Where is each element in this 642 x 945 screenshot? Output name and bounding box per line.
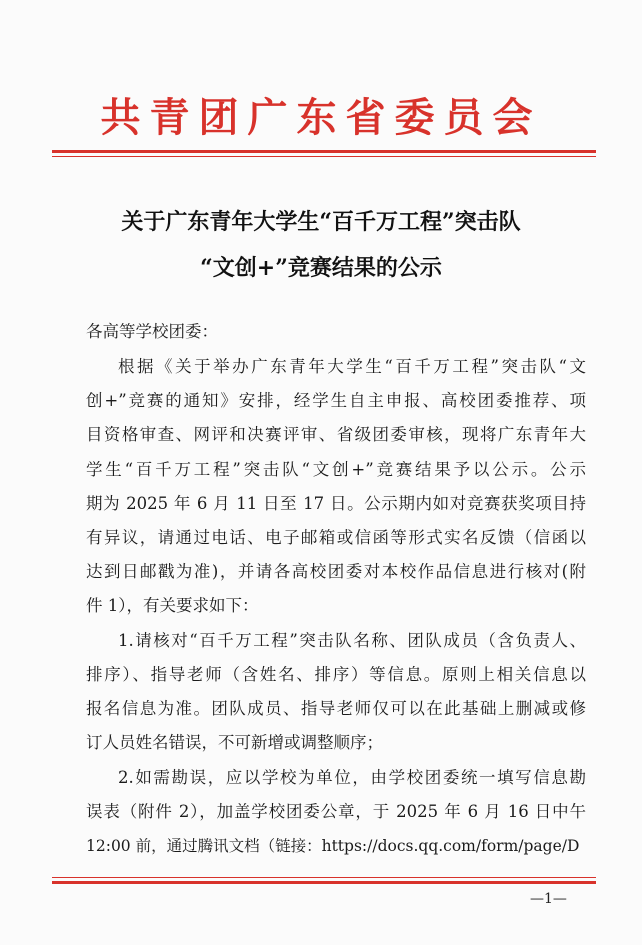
requirement-item-1-line: 1.请核对“百千万工程”突击队名称、团队成员（含负责人、 bbox=[118, 631, 586, 650]
requirement-item-1-line: 排序）、指导老师（含姓名、排序）等信息。原则上相关信息以 bbox=[86, 665, 586, 684]
footer-rule-thin bbox=[52, 877, 596, 878]
document-title-line-1: 关于广东青年大学生“百千万工程”突击队 bbox=[121, 209, 521, 235]
paragraph-line: 达到日邮戳为准)，并请各高校团委对本校作品信息进行核对(附 bbox=[86, 562, 586, 581]
paragraph-line: 学生“百千万工程”突击队“文创+”竞赛结果予以公示。公示 bbox=[86, 460, 586, 479]
requirement-item-2-line: 12:00 前，通过腾讯文档（链接：https://docs.qq.com/form/page/D bbox=[86, 837, 580, 855]
issuing-organization: 共青团广东省委员会 bbox=[100, 94, 542, 141]
requirement-item-2-line: 2.如需勘误，应以学校为单位，由学校团委统一填写信息勘 bbox=[118, 768, 586, 787]
footer-rule-thick bbox=[52, 881, 596, 884]
requirement-item-1-line: 订人员姓名错误，不可新增或调整顺序； bbox=[86, 733, 383, 752]
paragraph-line: 根据《关于举办广东青年大学生“百千万工程”突击队“文 bbox=[118, 357, 586, 376]
paragraph-line: 创+”竞赛的通知》安排，经学生自主申报、高校团委推荐、项 bbox=[86, 391, 586, 410]
paragraph-line: 件 1），有关要求如下： bbox=[86, 596, 259, 615]
requirement-item-1-line: 报名信息为准。团队成员、指导老师仅可以在此基础上删减或修 bbox=[86, 699, 586, 718]
salutation: 各高等学校团委： bbox=[86, 322, 218, 341]
paragraph-line: 有异议，请通过电话、电子邮箱或信函等形式实名反馈（信函以 bbox=[86, 528, 586, 547]
header-rule-thick bbox=[52, 150, 596, 153]
page-number: —1— bbox=[530, 891, 567, 907]
paragraph-line: 目资格审查、网评和决赛评审、省级团委审核，现将广东青年大 bbox=[86, 425, 586, 444]
header-rule-thin bbox=[52, 156, 596, 157]
document-title-line-2: “文创+”竞赛结果的公示 bbox=[200, 255, 442, 281]
requirement-item-2-line: 误表（附件 2），加盖学校团委公章，于 2025 年 6 月 16 日中午 bbox=[86, 802, 586, 821]
paragraph-line: 期为 2025 年 6 月 11 日至 17 日。公示期内如对竞赛获奖项目持 bbox=[86, 494, 586, 513]
